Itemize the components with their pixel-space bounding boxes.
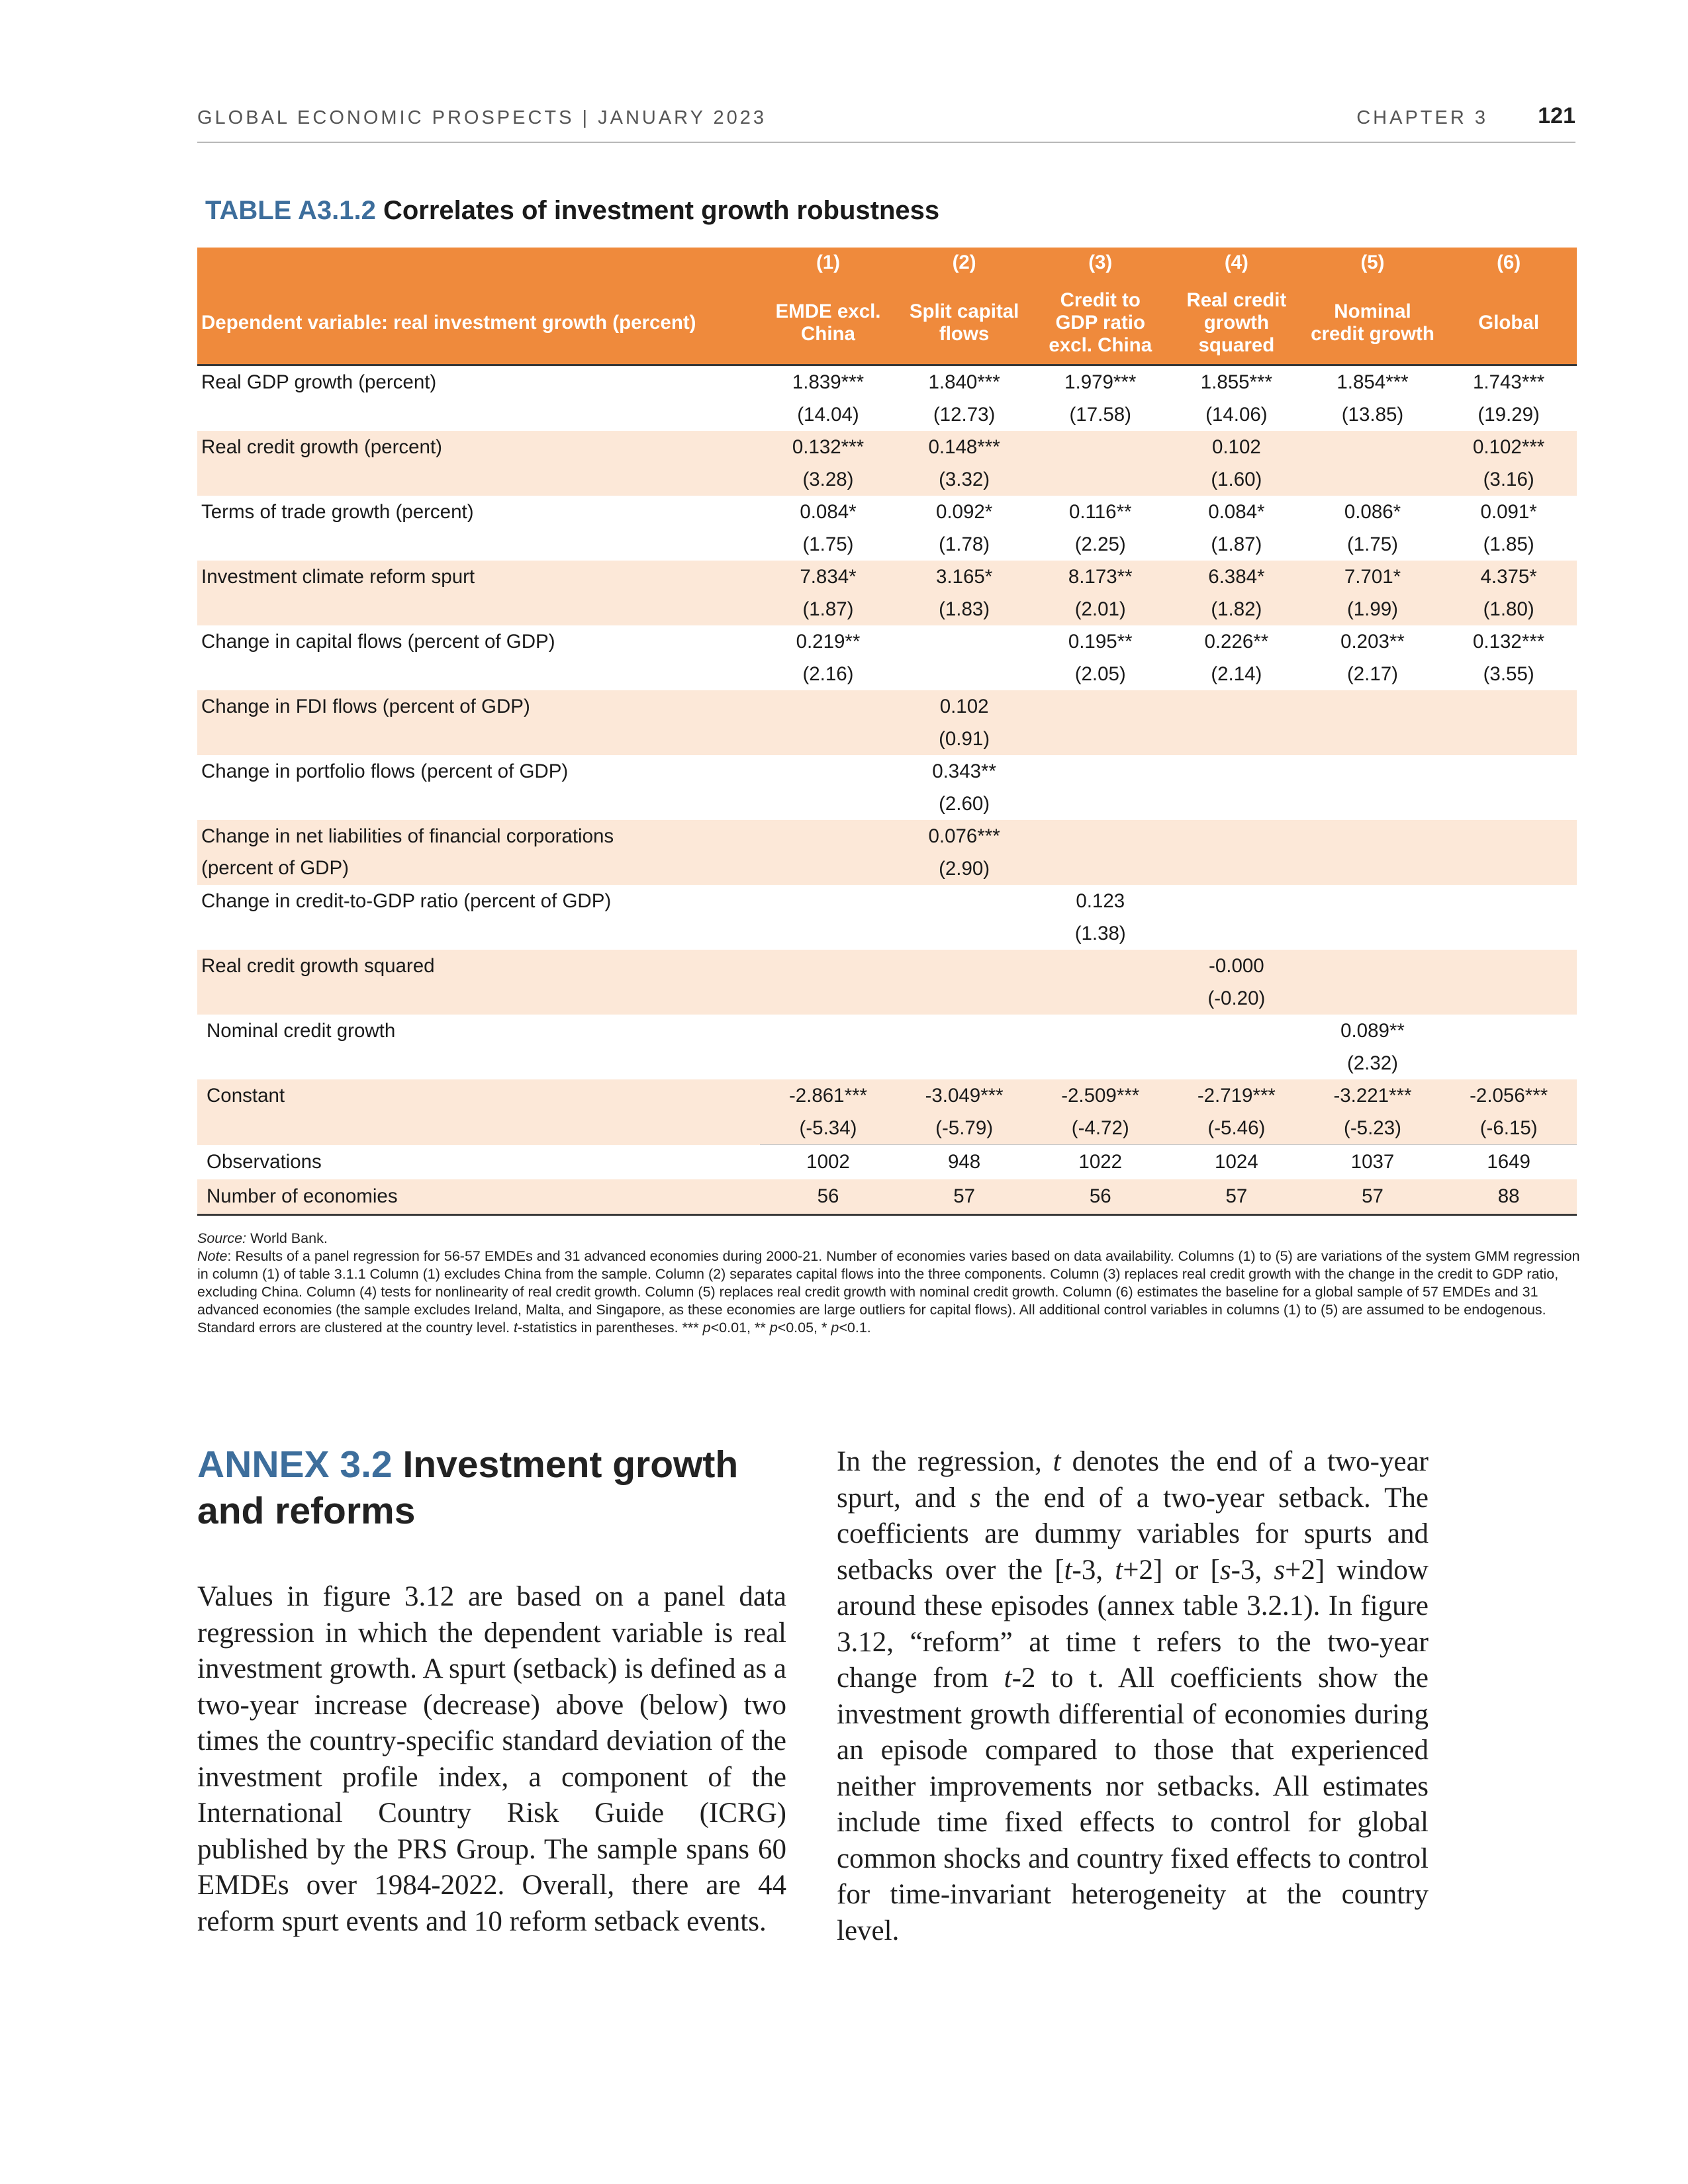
row-label: Change in FDI flows (percent of GDP) [197, 690, 760, 755]
tstat-cell [760, 788, 896, 820]
coefficient-cell [1305, 820, 1441, 852]
tstat-cell: (2.05) [1074, 662, 1126, 685]
tstat-cell [1032, 852, 1168, 885]
tstat-cell: (2.90) [896, 852, 1033, 885]
coefficient-cell: 0.086* [1344, 500, 1401, 523]
coefficient-cell [1032, 950, 1168, 982]
column-number: (3) [1032, 248, 1168, 282]
row-label: Number of economies [197, 1179, 760, 1215]
tstat-cell [1168, 917, 1305, 950]
column-number: (4) [1168, 248, 1305, 282]
coefficient-cell: 0.132*** [760, 431, 896, 463]
economies-cell: 57 [1168, 1179, 1305, 1215]
tstat-cell [896, 917, 1033, 950]
coefficient-cell: 1.854*** [1336, 371, 1409, 393]
tstat-cell: (-5.79) [896, 1112, 1033, 1145]
coefficient-cell [760, 820, 896, 852]
coefficient-cell: 1.839*** [792, 371, 865, 393]
observations-cell: 1024 [1215, 1151, 1258, 1173]
observations-row [197, 1145, 1577, 1180]
tstat-cell [1168, 852, 1305, 885]
tstat-cell: (3.32) [896, 463, 1033, 496]
tstat-cell [1032, 982, 1168, 1015]
coefficient-cell [896, 950, 1033, 982]
coefficient-cell [1440, 885, 1577, 917]
economies-row [197, 1179, 1577, 1215]
coefficient-row [197, 820, 1577, 852]
coefficient-cell: 0.084* [1208, 500, 1265, 523]
coefficient-row [197, 561, 1577, 593]
publication-title: GLOBAL ECONOMIC PROSPECTS | JANUARY 2023 [197, 107, 767, 128]
coefficient-cell: -0.000 [1168, 950, 1305, 982]
row-label: Investment climate reform spurt [197, 561, 760, 625]
column-name: Real credit growth squared [1168, 282, 1305, 365]
economies-cell: 56 [1032, 1179, 1168, 1215]
tstat-cell [896, 658, 1033, 690]
coefficient-cell [1168, 755, 1305, 788]
coefficient-cell [760, 1015, 896, 1047]
tstat-cell: (1.83) [896, 593, 1033, 625]
tstat-cell [1305, 982, 1441, 1015]
column-number: (6) [1440, 248, 1577, 282]
coefficient-cell: 0.219** [796, 630, 861, 653]
table-header [197, 248, 1577, 365]
column-name-row [197, 282, 1577, 365]
coefficient-cell [1440, 820, 1577, 852]
column-number: (5) [1305, 248, 1441, 282]
coefficient-cell [896, 625, 1033, 658]
coefficient-cell: 0.084* [800, 500, 857, 523]
coefficient-cell: 7.834* [760, 561, 896, 593]
coefficient-cell: 6.384* [1168, 561, 1305, 593]
tstat-cell: (1.38) [1074, 922, 1126, 944]
coefficient-cell [1168, 885, 1305, 917]
row-label: Constant [197, 1079, 760, 1145]
tstat-cell [760, 723, 896, 755]
tstat-cell: (1.82) [1168, 593, 1305, 625]
row-label: Change in credit-to-GDP ratio (percent of GDP) [201, 890, 612, 912]
tstat-cell [1032, 788, 1168, 820]
coefficient-cell: 0.076*** [896, 820, 1033, 852]
coefficient-cell: 0.195** [1068, 630, 1133, 653]
coefficient-cell: -2.719*** [1168, 1079, 1305, 1112]
row-label: Real credit growth squared [197, 950, 760, 1015]
tstat-cell: (0.91) [896, 723, 1033, 755]
coefficient-cell [760, 690, 896, 723]
coefficient-row [197, 950, 1577, 982]
table-label: TABLE A3.1.2 [205, 196, 376, 225]
coefficient-cell [760, 950, 896, 982]
tstat-cell [1440, 917, 1577, 950]
coefficient-cell [1440, 690, 1577, 723]
tstat-cell [1440, 723, 1577, 755]
column-name: Credit to GDP ratio excl. China [1032, 282, 1168, 365]
economies-cell: 57 [896, 1179, 1033, 1215]
tstat-cell [1305, 788, 1441, 820]
tstat-cell [760, 917, 896, 950]
dependent-variable-label: Dependent variable: real investment growth (percent) [197, 282, 760, 365]
coefficient-cell: 7.701* [1305, 561, 1441, 593]
tstat-cell: (-5.46) [1168, 1112, 1305, 1145]
note-text: Note: Results of a panel regression for 56-57 EMDEs and 31 advanced economies during 2000-21. Number of economies varies based on data availability. Columns (1) to (5) are variations of the system GMM regression in column (1) of table 3.1.1 Column (1) excludes China from the sample. Column (2) separates capital flows into the three components. Column (3) replaces real credit growth with the change in the credit to GDP ratio, excluding China. Column (4) tests for nonlinearity of real credit growth. Column (5) replaces real credit growth with nominal credit growth. Column (6) estimates the baseline for a global sample of 57 EMDEs and 31 advanced economies (the sample excludes Ireland, Malta, and Singapore, as these economies are large outliers for capital flows). All additional control variables in columns (1) to (5) are assumed to be endogenous. Standard errors are clustered at the country level. t-statistics in parentheses. *** p<0.01, ** p<0.05, * p<0.1. [197, 1248, 1580, 1336]
table-source-note [197, 1230, 1581, 1337]
tstat-cell: (2.60) [939, 792, 990, 815]
tstat-cell: (2.01) [1032, 593, 1168, 625]
coefficient-cell: 1.855*** [1200, 371, 1272, 393]
coefficient-cell: 0.343** [932, 760, 996, 782]
economies-cell: 88 [1440, 1179, 1577, 1215]
coefficient-cell [1305, 885, 1441, 917]
coefficient-row [197, 755, 1577, 788]
tstat-cell: (1.99) [1305, 593, 1441, 625]
coefficient-row [197, 365, 1577, 399]
coefficient-row [197, 690, 1577, 723]
row-label: Change in portfolio flows (percent of GDP) [201, 760, 569, 782]
coefficient-cell [760, 755, 896, 788]
row-label: Terms of trade growth (percent) [201, 501, 474, 523]
coefficient-row [197, 885, 1577, 917]
coefficient-cell [1168, 820, 1305, 852]
tstat-cell [760, 1047, 896, 1079]
row-label: Real credit growth (percent) [197, 431, 760, 496]
coefficient-cell [1305, 431, 1441, 463]
annex-right-paragraph: In the regression, t denotes the end of a two-year spurt, and s the end of a two-year setback. The coefficients are dummy variables for spurts and setbacks over the [t-3, t+2] or [s-3, s+2] window around these episodes (annex table 3.2.1). In figure 3.12, “reform” at time t refers to the two-year change from t-2 to t. All coefficients show the investment growth differential of economies during an episode compared to those that experienced neither improvements nor setbacks. All estimates include time fixed effects to control for global common shocks and country fixed effects to control for time-invariant heterogeneity at the country level. [837, 1446, 1429, 1946]
column-name: Nominal credit growth [1305, 282, 1441, 365]
coefficient-cell: -2.861*** [760, 1079, 896, 1112]
annex-title-text: Investment growth and reforms [197, 1443, 739, 1532]
regression-table [197, 248, 1577, 1216]
tstat-cell: (3.55) [1483, 662, 1534, 685]
tstat-cell [1440, 982, 1577, 1015]
table-title-text: Correlates of investment growth robustness [383, 196, 940, 225]
coefficient-cell [1440, 950, 1577, 982]
tstat-cell [1032, 723, 1168, 755]
page-header [197, 103, 1575, 143]
tstat-cell: (3.28) [760, 463, 896, 496]
coefficient-row [197, 1079, 1577, 1112]
annex-heading [197, 1441, 793, 1534]
coefficient-row [197, 1015, 1577, 1047]
coefficient-cell: 0.123 [1076, 889, 1125, 912]
coefficient-cell [896, 1015, 1033, 1047]
coefficient-cell: -2.056*** [1440, 1079, 1577, 1112]
tstat-cell: (17.58) [1069, 403, 1131, 426]
source-line: Source: World Bank. [197, 1230, 328, 1246]
header-blank-cell [197, 248, 760, 282]
tstat-cell: (1.60) [1168, 463, 1305, 496]
coefficient-cell [1168, 1015, 1305, 1047]
coefficient-row [197, 431, 1577, 463]
tstat-cell [1440, 852, 1577, 885]
coefficient-cell [1032, 820, 1168, 852]
tstat-cell [1305, 917, 1441, 950]
coefficient-cell: 0.148*** [896, 431, 1033, 463]
annex-label: ANNEX 3.2 [197, 1443, 393, 1486]
row-label: Nominal credit growth [207, 1020, 396, 1042]
coefficient-cell: 8.173** [1032, 561, 1168, 593]
observations-cell: 1022 [1078, 1151, 1123, 1173]
tstat-cell [1305, 723, 1441, 755]
observations-cell: 1649 [1487, 1151, 1530, 1173]
tstat-cell [1168, 1047, 1305, 1079]
tstat-cell [896, 982, 1033, 1015]
tstat-cell [1032, 463, 1168, 496]
coefficient-cell: 1.743*** [1473, 371, 1545, 393]
coefficient-cell: 0.132*** [1473, 630, 1545, 653]
tstat-cell: (2.16) [802, 662, 854, 685]
observations-cell: 1037 [1350, 1151, 1395, 1173]
coefficient-cell: 0.102*** [1440, 431, 1577, 463]
tstat-cell: (1.85) [1483, 533, 1534, 555]
tstat-cell: (-6.15) [1440, 1112, 1577, 1145]
tstat-cell: (-5.23) [1305, 1112, 1441, 1145]
tstat-cell [1168, 788, 1305, 820]
tstat-cell [760, 982, 896, 1015]
column-name: EMDE excl. China [760, 282, 896, 365]
tstat-cell: (1.87) [1211, 533, 1262, 555]
coefficient-cell [1305, 950, 1441, 982]
coefficient-cell: 0.089** [1340, 1019, 1405, 1042]
page-number: 121 [1538, 103, 1575, 128]
row-label: Observations [207, 1150, 322, 1173]
tstat-cell: (1.80) [1440, 593, 1577, 625]
coefficient-cell [896, 885, 1033, 917]
tstat-cell: (19.29) [1477, 403, 1540, 426]
tstat-cell: (1.75) [802, 533, 854, 555]
tstat-cell [1305, 852, 1441, 885]
tstat-cell: (14.04) [797, 403, 859, 426]
tstat-cell: (-0.20) [1168, 982, 1305, 1015]
tstat-cell [1440, 788, 1577, 820]
row-label: Real GDP growth (percent) [201, 371, 437, 393]
coefficient-cell [1168, 690, 1305, 723]
coefficient-cell: 3.165* [896, 561, 1033, 593]
tstat-cell [896, 1047, 1033, 1079]
coefficient-row [197, 496, 1577, 528]
coefficient-cell [760, 885, 896, 917]
tstat-cell: (3.16) [1440, 463, 1577, 496]
tstat-cell: (-5.34) [760, 1112, 896, 1145]
column-name: Global [1440, 282, 1577, 365]
tstat-cell [1168, 723, 1305, 755]
coefficient-cell: 1.979*** [1064, 371, 1137, 393]
chapter-label: CHAPTER 3 [1356, 107, 1488, 128]
tstat-cell [1440, 1047, 1577, 1079]
coefficient-cell: 0.091* [1480, 500, 1537, 523]
coefficient-cell: 0.226** [1204, 630, 1269, 653]
tstat-cell [1305, 463, 1441, 496]
coefficient-cell: 0.102 [896, 690, 1033, 723]
coefficient-cell [1032, 1015, 1168, 1047]
tstat-cell: (1.87) [760, 593, 896, 625]
coefficient-cell: 0.116** [1068, 500, 1132, 523]
observations-cell: 1002 [806, 1151, 850, 1173]
coefficient-cell: 0.102 [1168, 431, 1305, 463]
coefficient-cell: -2.509*** [1032, 1079, 1168, 1112]
coefficient-cell: -3.221*** [1305, 1079, 1441, 1112]
coefficient-cell [1032, 690, 1168, 723]
economies-cell: 57 [1305, 1179, 1441, 1215]
coefficient-cell: -3.049*** [896, 1079, 1033, 1112]
coefficient-cell: 0.203** [1340, 630, 1405, 653]
column-name: Split capital flows [896, 282, 1033, 365]
table-title [205, 196, 939, 226]
tstat-cell: (2.32) [1346, 1052, 1399, 1074]
tstat-cell: (13.85) [1341, 403, 1404, 426]
column-number: (1) [760, 248, 896, 282]
tstat-cell: (1.75) [1346, 533, 1399, 555]
observations-cell: 948 [947, 1151, 981, 1173]
tstat-cell: (2.25) [1074, 533, 1126, 555]
column-number-row [197, 248, 1577, 282]
coefficient-cell [1440, 755, 1577, 788]
annex-left-paragraph: Values in figure 3.12 are based on a panel data regression in which the dependent variable is real investment growth. A spurt (setback) is defined as a two-year increase (decrease) above (below) two times the country-specific standard deviation of the investment profile index, a component of the International Country Risk Guide (ICRG) published by the PRS Group. The sample spans 60 EMDEs over 1984-2022. Overall, there are 44 reform spurt events and 10 reform setback events. [197, 1581, 786, 1937]
tstat-cell: (12.73) [933, 403, 996, 426]
coefficient-cell [1305, 690, 1441, 723]
coefficient-cell [1305, 755, 1441, 788]
tstat-cell: (-4.72) [1032, 1112, 1168, 1145]
tstat-cell: (2.14) [1211, 662, 1262, 685]
row-label: Change in capital flows (percent of GDP) [201, 631, 555, 653]
tstat-cell [760, 852, 896, 885]
coefficient-cell [1032, 431, 1168, 463]
coefficient-row [197, 625, 1577, 658]
coefficient-cell [1440, 1015, 1577, 1047]
tstat-cell: (2.17) [1346, 662, 1399, 685]
table-body [197, 365, 1577, 1215]
coefficient-cell [1032, 755, 1168, 788]
economies-cell: 56 [760, 1179, 896, 1215]
tstat-cell [1032, 1047, 1168, 1079]
coefficient-cell: 0.092* [935, 500, 993, 523]
coefficient-cell: 4.375* [1440, 561, 1577, 593]
tstat-cell: (14.06) [1205, 403, 1268, 426]
coefficient-cell: 1.840*** [928, 371, 1000, 393]
column-number: (2) [896, 248, 1033, 282]
tstat-cell: (1.78) [939, 533, 990, 555]
row-label: Change in net liabilities of financial corporations (percent of GDP) [197, 820, 760, 885]
